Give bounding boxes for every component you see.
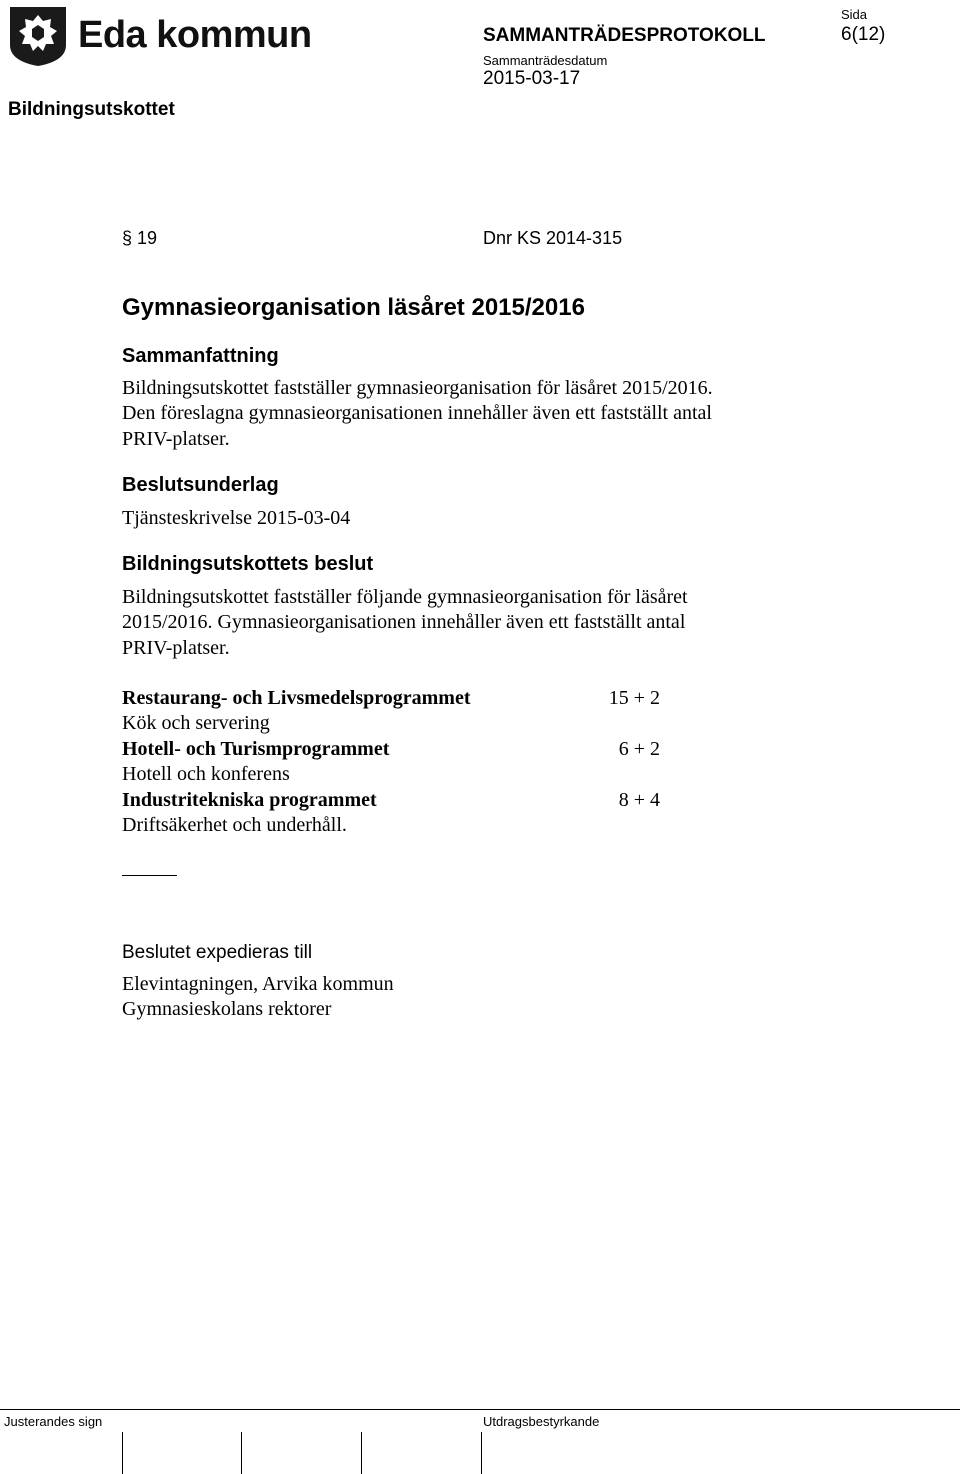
program-direction: Driftsäkerhet och underhåll. [122,814,347,836]
basis-heading: Beslutsunderlag [122,474,279,496]
program-direction: Hotell och konferens [122,763,290,785]
dispatch-recipient: Elevintagningen, Arvika kommun [122,973,394,995]
dispatch-heading: Beslutet expedieras till [122,942,313,963]
program-seats: 8 + 4 [618,789,660,811]
program-name: Restaurang- och Livsmedelsprogrammet [122,687,471,709]
page-label: Sida [841,7,868,22]
dispatch-recipient: Gymnasieskolans rektorer [122,998,332,1020]
meeting-date-value: 2015-03-17 [483,68,581,89]
program-direction: Kök och servering [122,712,270,734]
meeting-date-label: Sammanträdesdatum [483,53,608,68]
extract-certification-label: Utdragsbestyrkande [483,1414,600,1429]
signature-box-divider [122,1432,123,1474]
program-seats: 6 + 2 [618,738,660,760]
logo-wordmark: Eda kommun [78,14,312,56]
summary-line: Den föreslagna gymnasieorganisationen innehåller även ett fastställt antal [122,402,712,424]
decision-line: PRIV-platser. [122,637,230,659]
item-title: Gymnasieorganisation läsåret 2015/2016 [122,294,585,321]
decision-line: 2015/2016. Gymnasieorganisationen innehåller även ett fastställt antal [122,611,686,633]
summary-line: PRIV-platser. [122,428,230,450]
section-divider [122,875,177,876]
program-name: Hotell- och Turismprogrammet [122,738,390,760]
signature-box-divider [241,1432,242,1474]
signature-box-divider [361,1432,362,1474]
paragraph-number: § 19 [122,228,158,248]
committee-name: Bildningsutskottet [8,99,175,120]
program-seats: 15 + 2 [608,687,660,709]
basis-line: Tjänsteskrivelse 2015-03-04 [122,507,351,529]
summary-heading: Sammanfattning [122,345,279,367]
footer-divider [0,1409,960,1410]
decision-heading: Bildningsutskottets beslut [122,553,374,575]
summary-line: Bildningsutskottet fastställer gymnasieorganisation för läsåret 2015/2016. [122,377,713,399]
program-name: Industritekniska programmet [122,789,377,811]
adjuster-signature-label: Justerandes sign [4,1414,103,1429]
signature-box-divider [481,1432,482,1474]
document-type-title: SAMMANTRÄDESPROTOKOLL [483,25,766,46]
page-number: 6(12) [841,24,886,45]
decision-line: Bildningsutskottet fastställer följande gymnasieorganisation för läsåret [122,586,688,608]
case-number: Dnr KS 2014-315 [483,228,623,248]
municipality-crest-logo [8,5,68,67]
